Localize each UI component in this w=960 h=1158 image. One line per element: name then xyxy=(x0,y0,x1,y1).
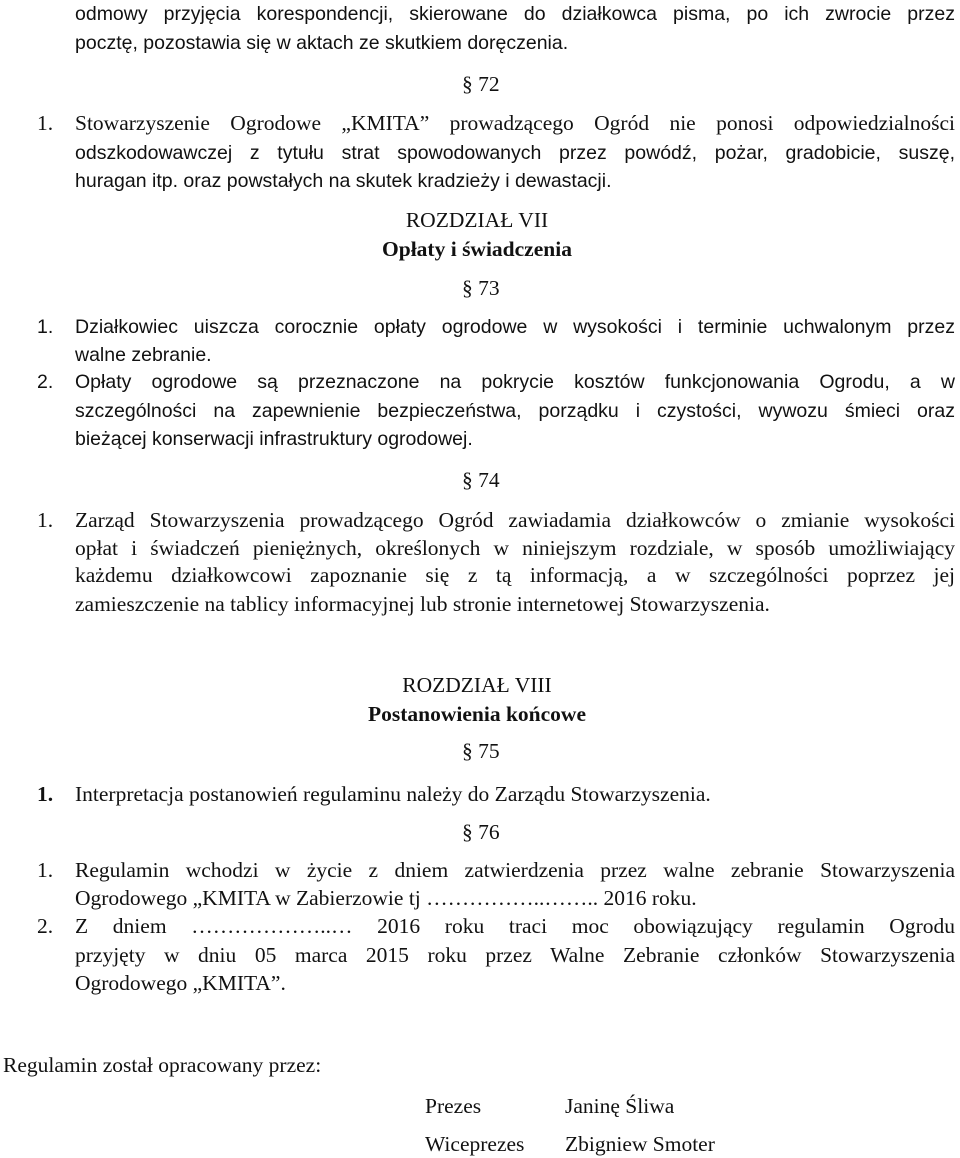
paragraph-heading xyxy=(462,276,500,301)
chapter-title: ROZDZIAŁ VII xyxy=(405,208,549,232)
item-number: 1. xyxy=(37,782,54,806)
text-line: odszkodowawczej z tytułu strat spowodowanych przez powódź, pożar, gradobicie, suszę, xyxy=(75,142,955,164)
text-line: huragan itp. oraz powstałych na skutek kradzieży i dewastacji. xyxy=(75,170,612,192)
item-number: 2. xyxy=(37,371,54,393)
paragraph-number: 75 xyxy=(478,739,500,763)
text-line: Ogrodowego „KMITA w Zabierzowie tj ……………..…….. 2016 roku. xyxy=(75,886,697,910)
text-line: Regulamin wchodzi w życie z dniem zatwierdzenia przez walne zebranie Stowarzyszenia xyxy=(75,858,955,882)
signer-name: Zbigniew Smoter xyxy=(565,1132,715,1156)
text-line: Z dniem ………………..… 2016 roku traci moc obowiązujący regulamin Ogrodu xyxy=(75,914,955,938)
text-line: bieżącej konserwacji infrastruktury ogrodowej. xyxy=(75,428,473,450)
text-line: każdemu działkowcowi zapoznanie się z tą informacją, a w szczególności poprzez jej xyxy=(75,563,955,587)
paragraph-heading xyxy=(462,468,500,493)
signer-name: Janinę Śliwa xyxy=(565,1094,675,1118)
paragraph-number: 74 xyxy=(478,468,500,492)
paragraph-number: 73 xyxy=(478,276,500,300)
text-line: zamieszczenie na tablicy informacyjnej lub stronie internetowej Stowarzyszenia. xyxy=(75,592,770,616)
text-line: walne zebranie. xyxy=(75,344,212,366)
text-line: odmowy przyjęcia korespondencji, skierowane do działkowca pisma, po ich zwrocie przez xyxy=(75,3,955,25)
text-line: Stowarzyszenie Ogrodowe „KMITA” prowadzącego Ogród nie ponosi odpowiedzialności xyxy=(75,111,955,135)
item-number: 1. xyxy=(37,316,54,338)
signer-role: Wiceprezes xyxy=(425,1132,525,1156)
section-sign-icon: § xyxy=(462,72,473,96)
item-number: 1. xyxy=(37,111,54,135)
section-sign-icon: § xyxy=(462,468,473,492)
item-number: 1. xyxy=(37,508,54,532)
text-line: Opłaty ogrodowe są przeznaczone na pokrycie kosztów funkcjonowania Ogrodu, a w xyxy=(75,371,955,393)
paragraph-heading xyxy=(462,739,500,764)
text-line: szczególności na zapewnienie bezpieczeństwa, porządku i czystości, wywozu śmieci oraz xyxy=(75,400,955,422)
paragraph-heading xyxy=(462,820,500,845)
text-line: Interpretacja postanowień regulaminu należy do Zarządu Stowarzyszenia. xyxy=(75,782,711,806)
text-line: pocztę, pozostawia się w aktach ze skutkiem doręczenia. xyxy=(75,32,569,54)
item-number: 1. xyxy=(37,858,54,882)
section-sign-icon: § xyxy=(462,739,473,763)
section-sign-icon: § xyxy=(462,276,473,300)
text-line: opłat i świadczeń pieniężnych, określonych w niniejszym rozdziale, w sposób umożliwiający xyxy=(75,536,955,560)
section-sign-icon: § xyxy=(462,820,473,844)
text-line: przyjęty w dniu 05 marca 2015 roku przez Walne Zebranie członków Stowarzyszenia xyxy=(75,943,955,967)
text-line: Działkowiec uiszcza corocznie opłaty ogrodowe w wysokości i terminie uchwalonym przez xyxy=(75,316,955,338)
text-line: Zarząd Stowarzyszenia prowadzącego Ogród zawiadamia działkowców o zmianie wysokości xyxy=(75,508,955,532)
text-line: Ogrodowego „KMITA”. xyxy=(75,971,286,995)
paragraph-number: 72 xyxy=(478,72,500,96)
chapter-subtitle: Opłaty i świadczenia xyxy=(382,237,572,261)
chapter-title: ROZDZIAŁ VIII xyxy=(402,673,552,697)
chapter-subtitle: Postanowienia końcowe xyxy=(368,702,586,726)
paragraph-heading xyxy=(462,72,500,97)
paragraph-number: 76 xyxy=(478,820,500,844)
item-number: 2. xyxy=(37,914,54,938)
signer-role: Prezes xyxy=(425,1094,482,1118)
footer-intro: Regulamin został opracowany przez: xyxy=(3,1053,322,1077)
